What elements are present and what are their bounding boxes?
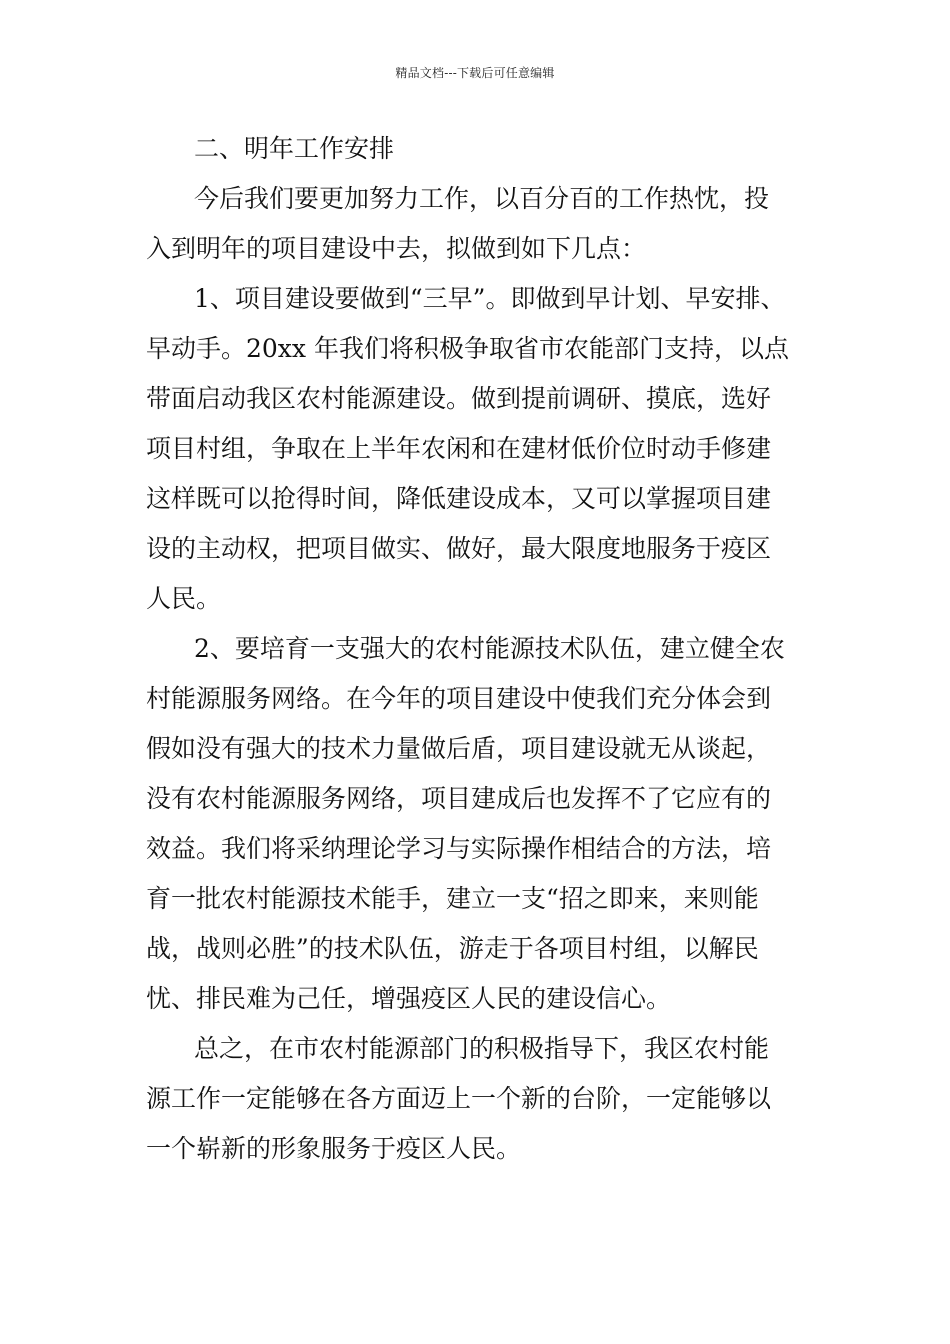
page-header: 精品文档---下载后可任意编辑: [395, 66, 555, 80]
paragraph-intro: [146, 174, 826, 274]
text-line: 战，战则必胜”的技术队伍，游走于各项目村组，以解民: [146, 934, 759, 963]
text-line: 源工作一定能够在各方面迈上一个新的台阶，一定能够以: [146, 1084, 772, 1113]
text-line: 没有农村能源服务网络，项目建成后也发挥不了它应有的: [146, 784, 772, 813]
text-line: 今后我们要更加努力工作，以百分百的工作热忱，投: [194, 184, 770, 213]
text-line: 1、项目建设要做到“三早”。即做到早计划、早安排、: [194, 284, 786, 313]
text-line: 项目村组，争取在上半年农闲和在建材低价位时动手修建: [146, 434, 772, 463]
text-line: 总之，在市农村能源部门的积极指导下，我区农村能: [194, 1034, 770, 1063]
section-heading: [146, 124, 826, 174]
heading-line: 二、明年工作安排: [194, 134, 395, 163]
text-line: 设的主动权，把项目做实、做好，最大限度地服务于疫区: [146, 534, 772, 563]
text-line: 效益。我们将采纳理论学习与实际操作相结合的方法，培: [146, 834, 772, 863]
text-line: 忧、排民难为己任，增强疫区人民的建设信心。: [146, 984, 672, 1013]
document-body: [146, 124, 826, 1174]
text-line: 早动手。20xx 年我们将积极争取省市农能部门支持，以点: [146, 334, 789, 363]
text-line: 人民。: [146, 584, 222, 613]
paragraph-item-2: [146, 624, 826, 1024]
text-line: 这样既可以抢得时间，降低建设成本，又可以掌握项目建: [146, 484, 772, 513]
text-line: 育一批农村能源技术能手，建立一支“招之即来，来则能: [146, 884, 759, 913]
text-line: 入到明年的项目建设中去，拟做到如下几点：: [146, 234, 647, 263]
paragraph-item-1: [146, 274, 826, 624]
paragraph-summary: [146, 1024, 826, 1174]
text-line: 2、要培育一支强大的农村能源技术队伍，建立健全农: [194, 634, 785, 663]
text-line: 假如没有强大的技术力量做后盾，项目建设就无从谈起，: [146, 734, 772, 763]
text-line: 村能源服务网络。在今年的项目建设中使我们充分体会到: [146, 684, 772, 713]
text-line: 一个崭新的形象服务于疫区人民。: [146, 1134, 522, 1163]
text-line: 带面启动我区农村能源建设。做到提前调研、摸底，选好: [146, 384, 772, 413]
